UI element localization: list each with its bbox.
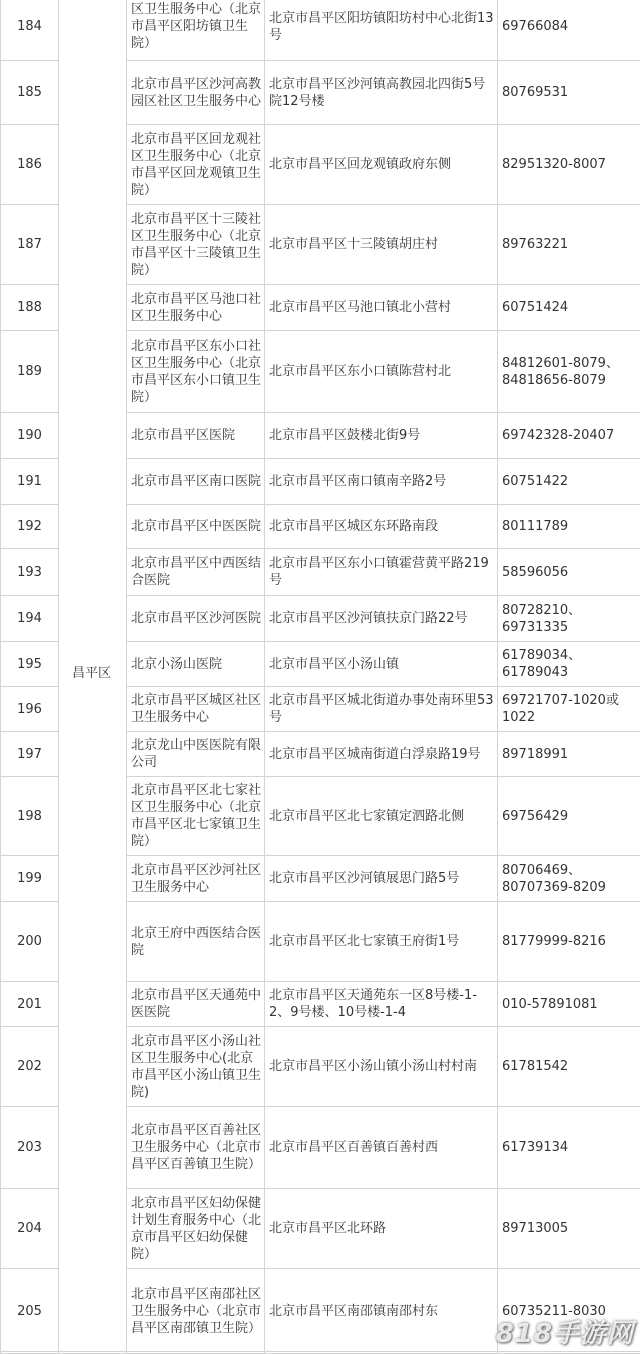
address-cell [265,856,498,902]
hospital-name-cell-text: 北京市昌平区医院 [131,427,264,444]
address-cell [265,1027,498,1107]
phone-cell-text: 61739134 [502,1139,640,1156]
hospital-name-cell-text: 北京王府中西医结合医院 [131,925,264,959]
row-number-cell-text: 191 [1,473,58,490]
row-number-cell [1,1269,59,1354]
address-cell-text: 北京市昌平区北七家镇定泗路北侧 [269,808,497,825]
phone-cell [498,61,640,125]
phone-cell-text: 84812601-8079、84818656-8079 [502,355,640,389]
hospital-name-cell-text: 北京市昌平区沙河社区卫生服务中心 [131,862,264,896]
hospital-name-cell-text: 区卫生服务中心（北京市昌平区阳坊镇卫生院） [131,1,264,52]
row-number-cell [1,642,59,687]
address-cell-text: 北京市昌平区天通苑东一区8号楼-1-2、9号楼、10号楼-1-4 [269,987,497,1021]
hospital-name-cell-text: 北京小汤山医院 [131,656,264,673]
district-cell-text: 昌平区 [72,665,126,682]
address-cell-text: 北京市昌平区鼓楼北街9号 [269,427,497,444]
phone-cell [498,687,640,732]
address-cell [265,1189,498,1269]
phone-cell-text: 58596056 [502,564,640,581]
address-cell [265,205,498,285]
row-number-cell [1,856,59,902]
phone-cell-text: 60751424 [502,299,640,316]
address-cell-text: 北京市昌平区沙河镇扶京门路22号 [269,610,497,627]
address-cell [265,1269,498,1354]
district-cell [59,0,127,1354]
row-number-cell [1,732,59,777]
phone-cell [498,1027,640,1107]
hospital-name-cell-text: 北京市昌平区百善社区卫生服务中心（北京市昌平区百善镇卫生院） [131,1122,264,1173]
phone-cell-text: 61781542 [502,1058,640,1075]
row-number-cell-text: 186 [1,156,58,173]
row-number-cell-text: 200 [1,933,58,950]
address-cell [265,61,498,125]
address-cell [265,549,498,596]
row-number-cell [1,1189,59,1269]
address-cell-text: 北京市昌平区十三陵镇胡庄村 [269,236,497,253]
address-cell [265,902,498,982]
address-cell-text: 北京市昌平区南邵镇南邵村东 [269,1303,497,1320]
hospital-name-cell [127,1107,265,1189]
hospital-name-cell-text: 北京市昌平区沙河医院 [131,610,264,627]
phone-cell-text: 89763221 [502,236,640,253]
table-body [1,0,640,1354]
hospital-name-cell [127,596,265,642]
phone-cell [498,777,640,856]
hospital-name-cell-text: 北京市昌平区中医医院 [131,518,264,535]
hospital-name-cell [127,777,265,856]
row-number-cell-text: 202 [1,1058,58,1075]
phone-cell [498,982,640,1027]
hospital-name-cell-text: 北京市昌平区回龙观社区卫生服务中心（北京市昌平区回龙观镇卫生院） [131,131,264,199]
hospital-name-cell [127,285,265,331]
address-cell [265,777,498,856]
phone-cell-text: 61789034、61789043 [502,647,640,681]
address-cell-text: 北京市昌平区城区东环路南段 [269,518,497,535]
row-number-cell [1,413,59,459]
phone-cell-text: 69766084 [502,18,640,35]
phone-cell-text: 80728210、69731335 [502,602,640,636]
address-cell [265,0,498,61]
hospital-name-cell-text: 北京市昌平区中西医结合医院 [131,555,264,589]
hospital-name-cell [127,1269,265,1354]
row-number-cell-text: 205 [1,1303,58,1320]
phone-cell [498,596,640,642]
hospital-name-cell-text: 北京市昌平区南邵社区卫生服务中心（北京市昌平区南邵镇卫生院） [131,1286,264,1337]
row-number-cell-text: 187 [1,236,58,253]
hospital-name-cell-text: 北京市昌平区南口医院 [131,473,264,490]
address-cell-text: 北京市昌平区马池口镇北小营村 [269,299,497,316]
row-number-cell [1,505,59,549]
address-cell-text: 北京市昌平区北七家镇王府街1号 [269,933,497,950]
address-cell-text: 北京市昌平区城南街道白浮泉路19号 [269,746,497,763]
phone-cell-text: 010-57891081 [502,996,640,1013]
row-number-cell-text: 190 [1,427,58,444]
hospital-name-cell-text: 北京市昌平区东小口社区卫生服务中心（北京市昌平区东小口镇卫生院） [131,338,264,406]
hospital-name-cell-text: 北京市昌平区北七家社区卫生服务中心（北京市昌平区北七家镇卫生院） [131,782,264,850]
hospital-name-cell-text: 北京市昌平区妇幼保健计划生育服务中心（北京市昌平区妇幼保健院） [131,1195,264,1263]
row-number-cell [1,549,59,596]
address-cell-text: 北京市昌平区东小口镇霍营黄平路219号 [269,555,497,589]
hospital-name-cell-text: 北京龙山中医医院有限公司 [131,737,264,771]
row-number-cell-text: 201 [1,996,58,1013]
hospital-name-cell [127,687,265,732]
hospital-name-cell [127,549,265,596]
address-cell-text: 北京市昌平区回龙观镇政府东侧 [269,156,497,173]
phone-cell-text: 80706469、80707369-8209 [502,862,640,896]
site-watermark: 818手游网 [496,1313,634,1350]
row-number-cell-text: 197 [1,746,58,763]
phone-cell [498,856,640,902]
address-cell-text: 北京市昌平区沙河镇高教园北四街5号院12号楼 [269,76,497,110]
hospital-name-cell [127,1189,265,1269]
row-number-cell-text: 196 [1,701,58,718]
phone-cell [498,205,640,285]
hospital-name-cell [127,331,265,413]
row-number-cell [1,205,59,285]
phone-cell-text: 69721707-1020或1022 [502,692,640,726]
phone-cell-text: 80769531 [502,84,640,101]
row-number-cell-text: 203 [1,1139,58,1156]
address-cell [265,732,498,777]
address-cell-text: 北京市昌平区小汤山镇 [269,656,497,673]
phone-cell [498,125,640,205]
address-cell-text: 北京市昌平区北环路 [269,1220,497,1237]
phone-cell [498,549,640,596]
row-number-cell [1,125,59,205]
row-number-cell [1,777,59,856]
address-cell-text: 北京市昌平区南口镇南辛路2号 [269,473,497,490]
row-number-cell-text: 189 [1,363,58,380]
phone-cell-text: 89718991 [502,746,640,763]
hospital-name-cell [127,125,265,205]
phone-cell-text: 60735211-8030 [502,1303,640,1320]
address-cell [265,642,498,687]
phone-cell [498,642,640,687]
hospital-name-cell-text: 北京市昌平区沙河高教园区社区卫生服务中心 [131,76,264,110]
hospital-name-cell [127,1027,265,1107]
row-number-cell [1,902,59,982]
row-number-cell-text: 195 [1,656,58,673]
row-number-cell-text: 198 [1,808,58,825]
address-cell [265,125,498,205]
phone-cell [498,505,640,549]
address-cell-text: 北京市昌平区沙河镇展思门路5号 [269,870,497,887]
row-number-cell-text: 193 [1,564,58,581]
address-cell-text: 北京市昌平区东小口镇陈营村北 [269,363,497,380]
row-number-cell [1,331,59,413]
address-cell [265,285,498,331]
address-cell [265,331,498,413]
hospital-name-cell [127,642,265,687]
phone-cell [498,459,640,505]
hospital-name-cell [127,505,265,549]
row-number-cell-text: 204 [1,1220,58,1237]
hospital-name-cell-text: 北京市昌平区马池口社区卫生服务中心 [131,291,264,325]
hospital-name-cell-text: 北京市昌平区城区社区卫生服务中心 [131,692,264,726]
table-row [1,0,640,61]
address-cell [265,596,498,642]
phone-cell-text: 82951320-8007 [502,156,640,173]
row-number-cell [1,687,59,732]
row-number-cell [1,459,59,505]
hospital-name-cell [127,982,265,1027]
phone-cell [498,1107,640,1189]
hospital-name-cell [127,902,265,982]
hospital-name-cell-text: 北京市昌平区十三陵社区卫生服务中心（北京市昌平区十三陵镇卫生院） [131,211,264,279]
row-number-cell-text: 199 [1,870,58,887]
row-number-cell-text: 188 [1,299,58,316]
phone-cell [498,413,640,459]
phone-cell [498,331,640,413]
row-number-cell [1,285,59,331]
address-cell-text: 北京市昌平区百善镇百善村西 [269,1139,497,1156]
phone-cell-text: 89713005 [502,1220,640,1237]
address-cell-text: 北京市昌平区阳坊镇阳坊村中心北街13号 [269,10,497,44]
hospital-name-cell [127,459,265,505]
phone-cell [498,0,640,61]
address-cell [265,982,498,1027]
phone-cell-text: 60751422 [502,473,640,490]
address-cell [265,505,498,549]
row-number-cell [1,61,59,125]
row-number-cell-text: 194 [1,610,58,627]
phone-cell-text: 69756429 [502,808,640,825]
address-cell [265,459,498,505]
row-number-cell [1,596,59,642]
phone-cell-text: 81779999-8216 [502,933,640,950]
phone-cell-text: 69742328-20407 [502,427,640,444]
row-number-cell [1,982,59,1027]
hospital-name-cell [127,0,265,61]
hospital-name-cell [127,732,265,777]
address-cell [265,1107,498,1189]
hospital-name-cell-text: 北京市昌平区天通苑中医医院 [131,987,264,1021]
hospital-name-cell [127,205,265,285]
hospital-name-cell [127,856,265,902]
hospital-name-cell [127,413,265,459]
hospital-name-cell-text: 北京市昌平区小汤山社区卫生服务中心(北京市昌平区小汤山镇卫生院) [131,1033,264,1101]
address-cell [265,687,498,732]
address-cell-text: 北京市昌平区小汤山镇小汤山村村南 [269,1058,497,1075]
row-number-cell-text: 185 [1,84,58,101]
address-cell-text: 北京市昌平区城北街道办事处南环里53号 [269,692,497,726]
row-number-cell [1,0,59,61]
row-number-cell [1,1027,59,1107]
row-number-cell-text: 192 [1,518,58,535]
phone-cell [498,285,640,331]
phone-cell-text: 80111789 [502,518,640,535]
phone-cell [498,1189,640,1269]
row-number-cell [1,1107,59,1189]
address-cell [265,413,498,459]
hospital-name-cell [127,61,265,125]
phone-cell [498,902,640,982]
row-number-cell-text: 184 [1,18,58,35]
phone-cell [498,732,640,777]
